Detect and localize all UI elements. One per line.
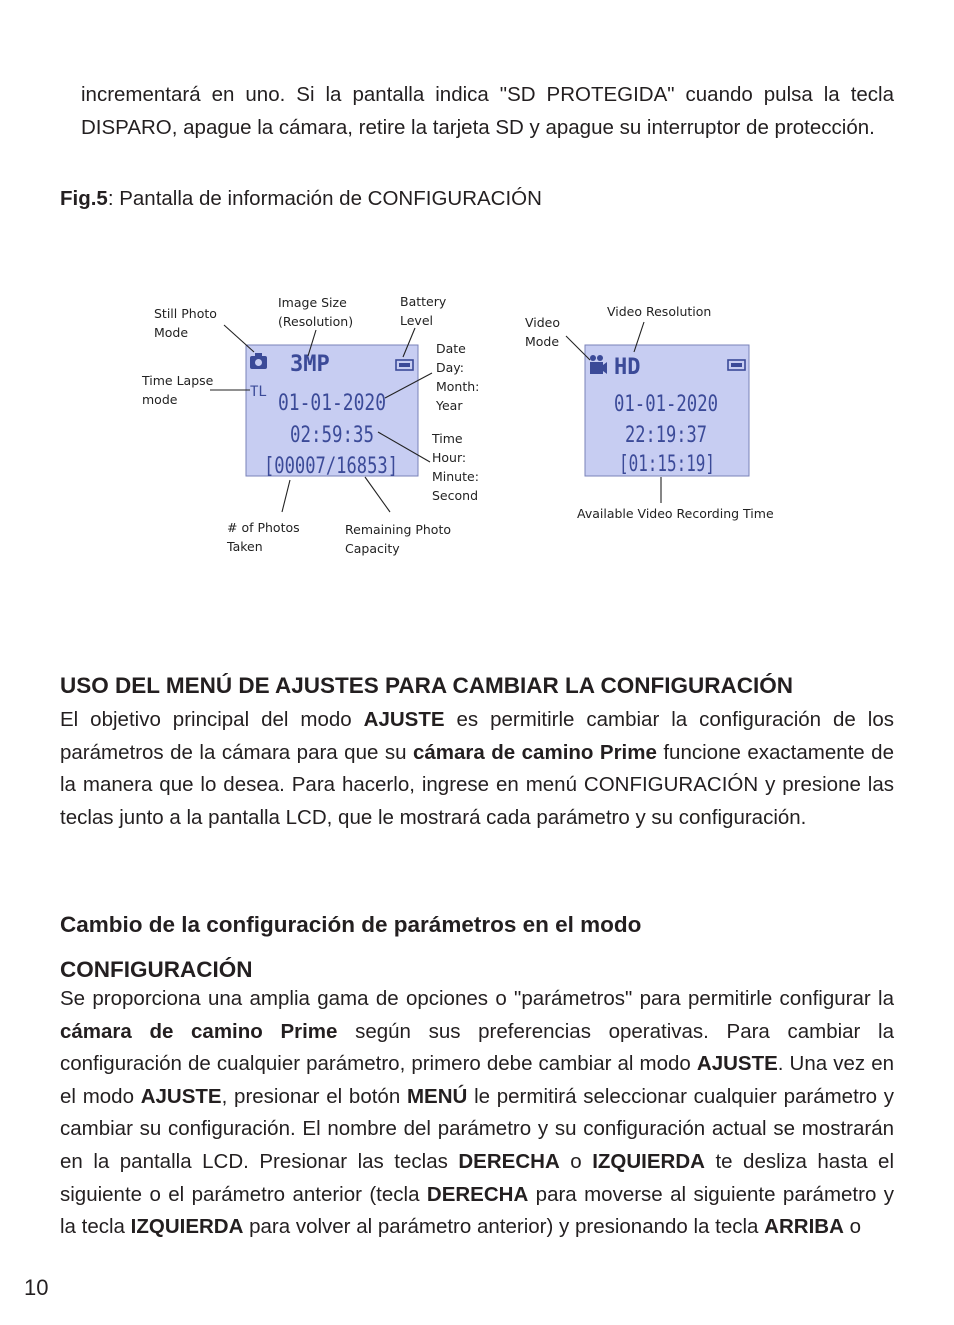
config-info-figure	[0, 0, 954, 640]
section-heading-change-parameters	[60, 902, 894, 992]
lcd-photo-counter: [00007/16853]	[264, 454, 398, 479]
label-photos-taken: # of Photos	[227, 520, 300, 535]
label-still-photo: Still Photo	[154, 306, 217, 321]
text: es permitirle cambiar la configuración de los parámetros de la cámara para que su	[60, 708, 894, 764]
lcd-image-size: 3MP	[290, 352, 330, 377]
lcd-video-resolution: HD	[614, 355, 641, 380]
label-time-lapse-mode: mode	[142, 392, 178, 407]
bold-text: AJUSTE	[696, 1052, 778, 1076]
bold-text: DERECHA	[458, 1149, 560, 1173]
text: te desliza hasta el siguiente o el parámetro anterior (tecla	[60, 1149, 895, 1206]
lcd-video-date: 01-01-2020	[614, 392, 718, 417]
paragraph-intro: incrementará en uno. Si la pantalla indica "SD PROTEGIDA" cuando pulsa la tecla DISPARO, apague la cámara, retire la tarjeta SD y apague su interruptor de protección.	[81, 83, 894, 139]
label-year: Year	[436, 398, 463, 413]
text: para volver al parámetro anterior) y presionando la tecla	[243, 1215, 765, 1239]
bold-text: ARRIBA	[764, 1215, 844, 1239]
text: le permitirá seleccionar cualquier parámetro y cambiar su configuración. El nombre del parámetro y su configuración actual se mostrarán en la pantalla LCD. Presionar las teclas	[60, 1084, 894, 1173]
label-still-mode: Mode	[154, 325, 189, 340]
paragraph-parameters	[60, 983, 894, 1244]
heading-line: Cambio de la configuración de parámetros en el modo	[60, 912, 642, 937]
text: . Una vez en el modo	[60, 1052, 895, 1108]
caption-label: Fig.5	[60, 187, 108, 210]
label-day: Day:	[436, 360, 464, 375]
section-heading-settings-menu: USO DEL MENÚ DE AJUSTES PARA CAMBIAR LA CONFIGURACIÓN	[60, 673, 793, 698]
label-second: Second	[432, 488, 479, 503]
lcd-video-time: 22:19:37	[625, 423, 707, 448]
lcd-time: 02:59:35	[290, 423, 374, 448]
label-available-recording: Available Video Recording Time	[577, 506, 774, 521]
text: El objetivo principal del modo	[60, 708, 364, 731]
text: o	[843, 1215, 861, 1239]
text: Se proporciona una amplia gama de opciones o "parámetros" para permitirle configurar la	[60, 987, 894, 1010]
heading-line: CONFIGURACIÓN	[60, 957, 253, 982]
label-date: Date	[436, 341, 466, 356]
bold-text: AJUSTE	[140, 1084, 222, 1108]
label-minute: Minute:	[432, 469, 479, 484]
bold-text: IZQUIERDA	[592, 1149, 705, 1173]
caption-text: : Pantalla de información de CONFIGURACIÓN	[107, 187, 542, 210]
bold-text: DERECHA	[426, 1182, 529, 1206]
lcd-timelapse: TL	[250, 384, 267, 400]
label-remaining-photo: Remaining Photo	[345, 522, 452, 537]
label-video: Video	[525, 315, 561, 330]
label-time-lapse: Time Lapse	[142, 373, 214, 388]
text: o	[559, 1149, 593, 1173]
label-capacity: Capacity	[345, 541, 400, 556]
lcd-date: 01-01-2020	[278, 391, 386, 416]
label-battery-level: Level	[400, 313, 433, 328]
label-video-mode: Mode	[525, 334, 560, 349]
label-video-resolution: Video Resolution	[607, 304, 712, 319]
bold-text: cámara de camino Prime	[412, 740, 657, 764]
label-battery: Battery	[400, 294, 447, 309]
bold-text: cámara de camino Prime	[60, 1019, 338, 1043]
bold-text: IZQUIERDA	[130, 1215, 244, 1239]
lcd-recording-time: [01:15:19]	[619, 452, 715, 477]
label-resolution: (Resolution)	[278, 314, 354, 329]
text: según sus preferencias operativas. Para cambiar la configuración de cualquier parámetro, primero debe cambiar al modo	[60, 1019, 894, 1076]
text: , presionar el botón	[221, 1084, 407, 1108]
label-image-size: Image Size	[278, 295, 347, 310]
page-number: 10	[24, 1275, 49, 1300]
paragraph-settings-purpose	[60, 704, 894, 834]
label-time: Time	[432, 431, 463, 446]
label-hour: Hour:	[432, 450, 467, 465]
text: para moverse al siguiente parámetro y la tecla	[60, 1182, 894, 1239]
bold-text: AJUSTE	[363, 708, 445, 731]
bold-text: MENÚ	[406, 1084, 468, 1108]
label-taken: Taken	[227, 539, 263, 554]
label-month: Month:	[436, 379, 480, 394]
text: funcione exactamente de la manera que lo desea. Para hacerlo, ingrese en menú CONFIGURACIÓN y presione las teclas junto a la pantalla LCD, que le mostrará cada parámetro y su configuración.	[60, 740, 894, 829]
